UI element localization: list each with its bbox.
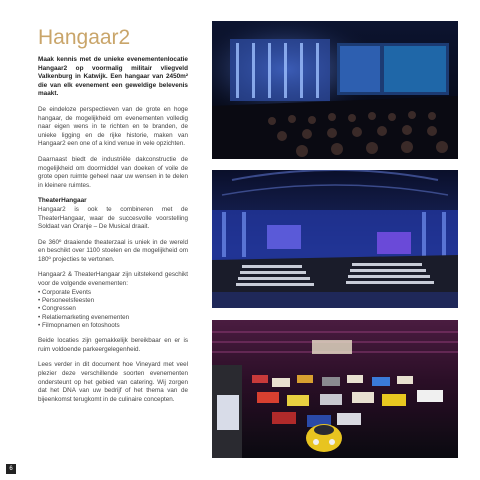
page-title: Hangaar2: [38, 26, 131, 49]
paragraph-1: De eindeloze perspectieven van de grote en hoge hangaar, de mogelijkheid om evenementen volledig naar eigen wens in te richten en te branden, de unieke ligging en de rijke historie, maken van Hangaar2 een one of a kind venue in vele opzichten.: [38, 105, 188, 148]
theater-paragraph: Hangaar2 is ook te combineren met de TheaterHangaar, waar de succesvolle voorstelling Soldaat van Oranje – De Musical draait.: [38, 205, 188, 231]
closing-paragraph: Lees verder in dit document hoe Vineyard met veel plezier deze verschillende soorten evenementen ondersteunt op het gebied van catering. Wij zorgen dat het DNA van uw bedrijf of het thema van de bijeenkomst terugkomt in de culinaire concepten.: [38, 361, 188, 403]
theater-heading: TheaterHangaar: [38, 197, 87, 205]
list-item: • Congressen: [38, 305, 188, 313]
theater-paragraph-2: De 360º draaiende theaterzaal is uniek in de wereld en beschikt over 1100 stoelen en de mogelijkheid om 180º projecties te vertonen.: [38, 238, 188, 263]
car-show-image: [212, 320, 458, 458]
photo-hangar-congress: [212, 170, 458, 308]
photo-theater-stage: [212, 21, 458, 159]
text-column: [38, 26, 188, 411]
list-item: • Personeelsfeesten: [38, 297, 188, 305]
hangar-congress-image: [212, 170, 458, 308]
theater-stage-image: [212, 21, 458, 159]
list-item: • Corporate Events: [38, 289, 188, 297]
list-item: • Filmopnamen en fotoshoots: [38, 322, 188, 330]
list-item: • Relatiemarketing evenementen: [38, 314, 188, 322]
parking-paragraph: Beide locaties zijn gemakkelijk bereikbaar en er is ruim voldoende parkeergelegenheid.: [38, 337, 188, 353]
paragraph-2: Daarnaast biedt de industriële dakconstructie de mogelijkheid om doormiddel van doeken of voile de grote open ruimte geheel naar uw wensen in te delen in kleinere ruimtes.: [38, 155, 188, 189]
intro-paragraph: Maak kennis met de unieke evenementenlocatie Hangaar2 op voormalig militair vliegveld Valkenburg in Katwijk. Een hangaar van 2450m² die van elk evenement een geweldige belevenis maakt.: [38, 56, 188, 98]
list-intro: Hangaar2 & TheaterHangaar zijn uitstekend geschikt voor de volgende evenementen:: [38, 271, 188, 288]
page-number: 6: [6, 464, 16, 474]
event-list: [38, 289, 188, 330]
photo-car-show: [212, 320, 458, 458]
